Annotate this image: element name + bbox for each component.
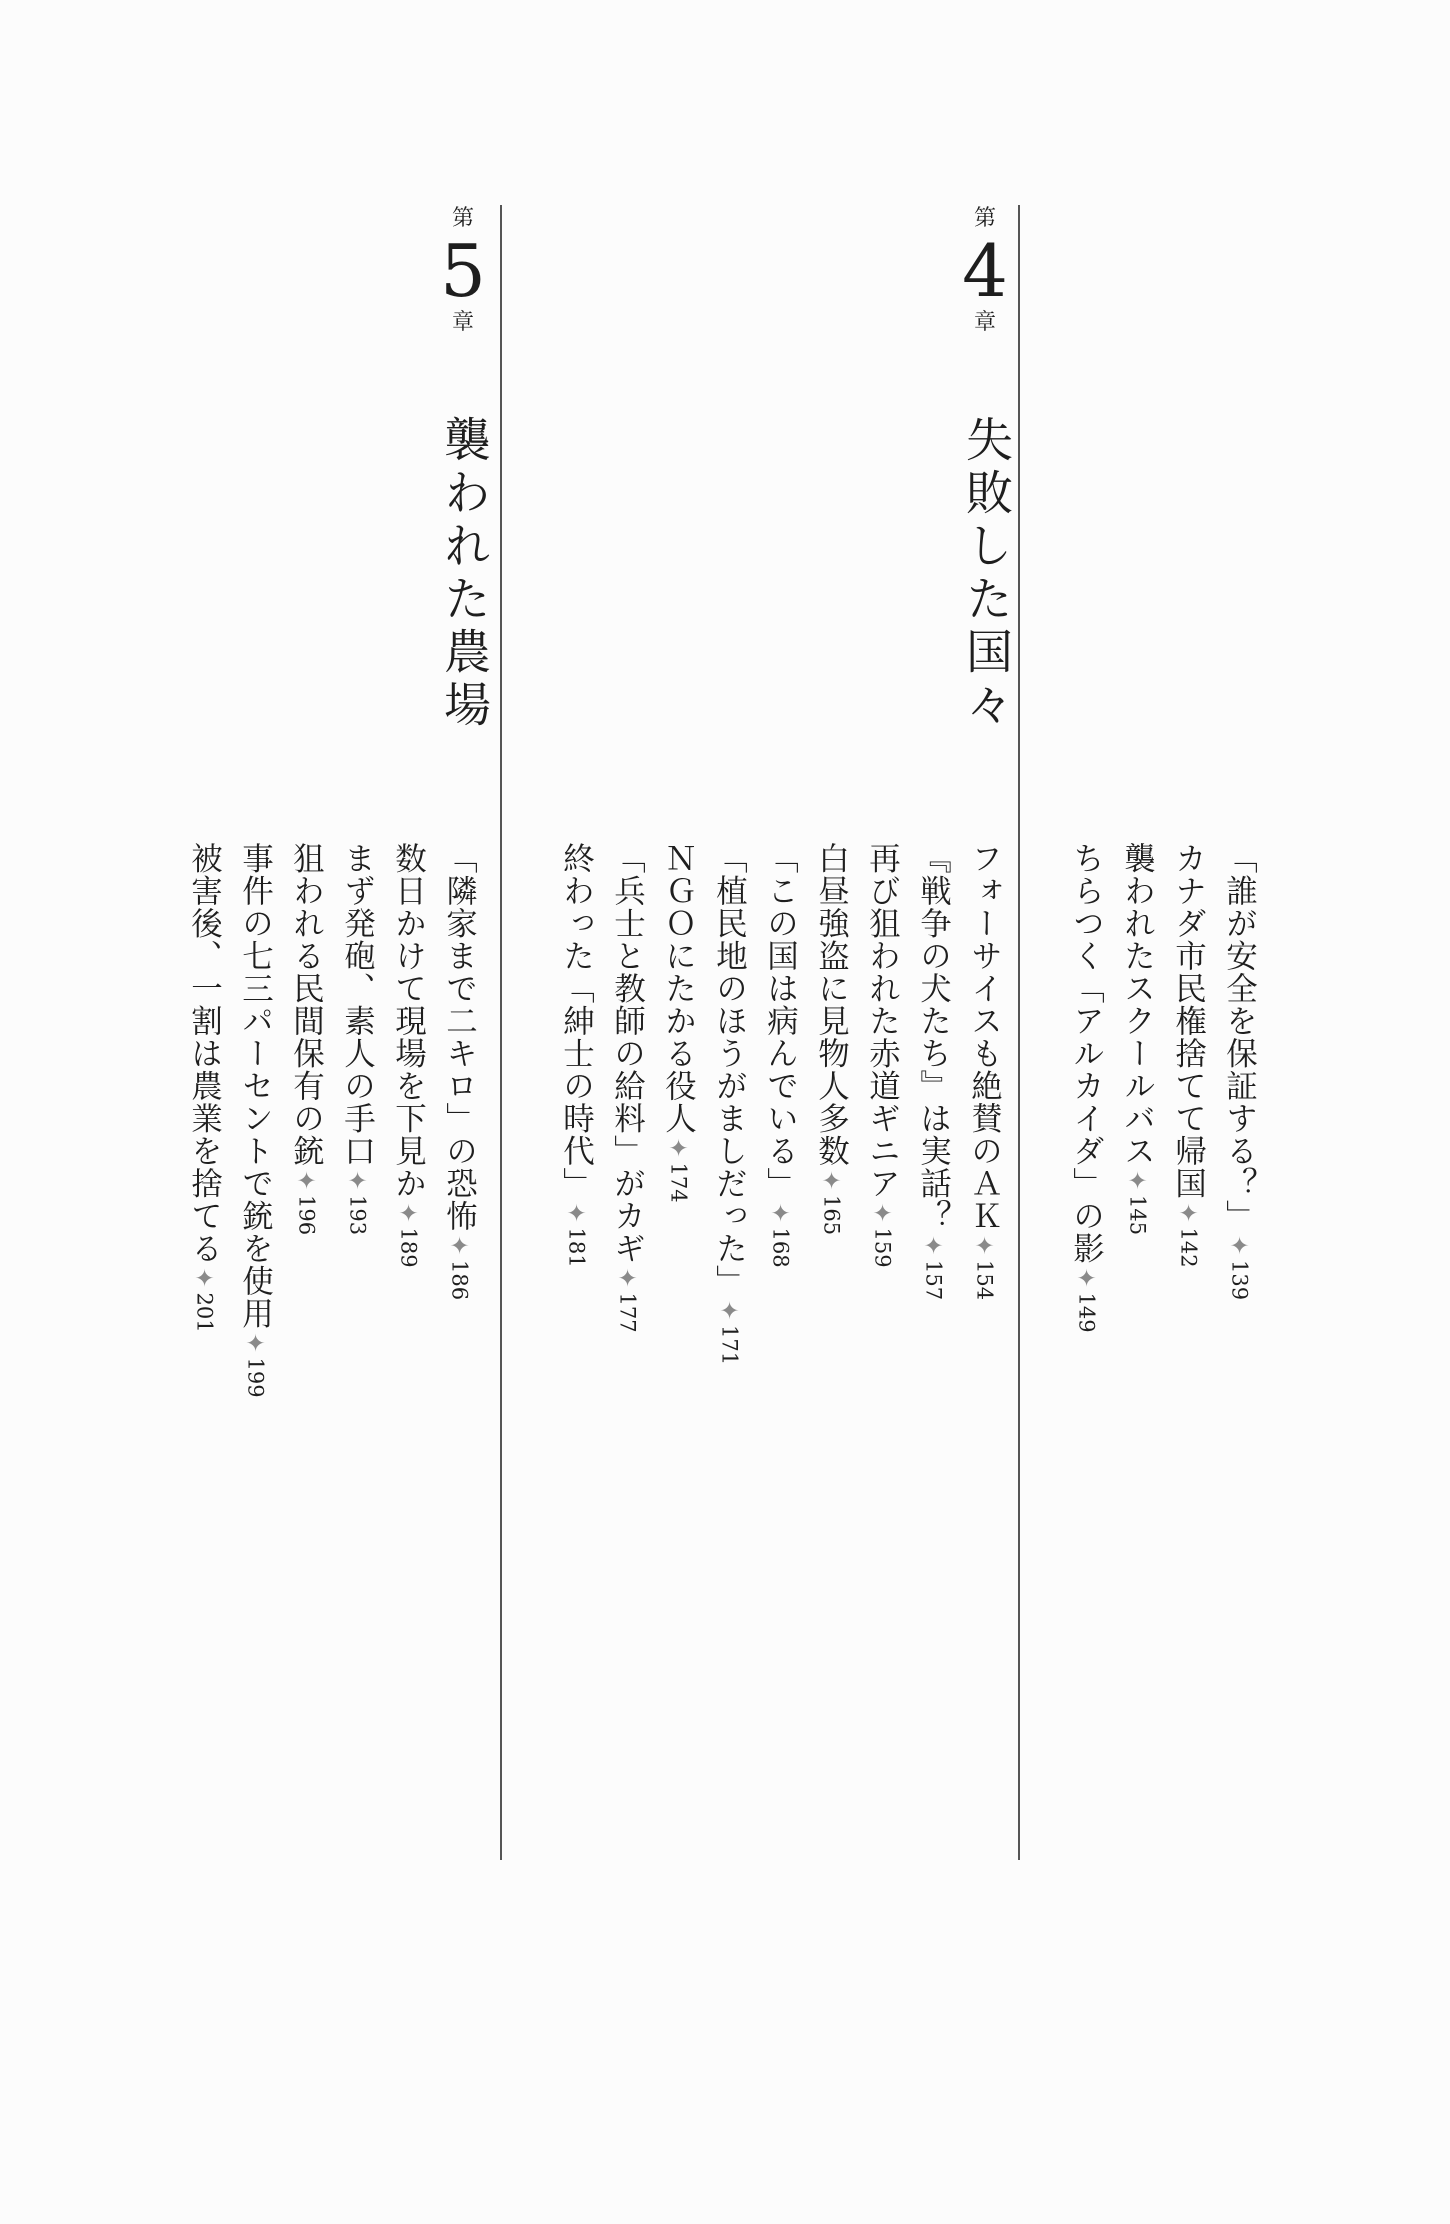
entry-title: 「誰が安全を保証する？」 — [1221, 842, 1258, 1232]
toc-entry[interactable] — [959, 842, 1010, 1365]
toc-entry[interactable] — [857, 842, 908, 1365]
entry-page: 199 — [243, 1357, 268, 1398]
toc-entry[interactable] — [806, 842, 857, 1365]
entry-title: 『戦争の犬たち』は実話？ — [915, 842, 952, 1232]
entry-page: 174 — [666, 1162, 691, 1203]
entry-title: 数日かけて現場を下見か — [390, 842, 427, 1200]
diamond-icon: ✦ — [919, 1232, 948, 1260]
toc-entry[interactable] — [1061, 842, 1112, 1365]
diamond-icon: ✦ — [817, 1167, 846, 1195]
chapter-4-number: 4 — [962, 229, 1008, 313]
diamond-icon: ✦ — [343, 1167, 372, 1195]
entry-page: 159 — [870, 1227, 895, 1268]
toc-entry[interactable] — [1163, 842, 1214, 1365]
chapter-4-title: 失敗した国々 — [958, 415, 1013, 733]
entry-page: 145 — [1125, 1195, 1150, 1236]
entry-page: 193 — [345, 1195, 370, 1236]
entry-page: 177 — [615, 1292, 640, 1333]
entry-title: 事件の七三パーセントで銃を使用 — [237, 842, 274, 1330]
entry-title: 終わった「紳士の時代」 — [558, 842, 595, 1200]
entry-page: 142 — [1176, 1227, 1201, 1268]
toc-entry[interactable] — [653, 842, 704, 1365]
toc-entry[interactable] — [551, 842, 602, 1365]
diamond-icon: ✦ — [715, 1297, 744, 1325]
entry-title: まず発砲、素人の手口 — [339, 842, 376, 1167]
toc-entry[interactable] — [704, 842, 755, 1365]
toc-spacer — [1010, 842, 1061, 1365]
diamond-icon: ✦ — [190, 1264, 219, 1293]
entry-title: カナダ市民権捨てて帰国 — [1170, 842, 1207, 1200]
entry-title: 襲われたスクールバス — [1119, 842, 1156, 1167]
entry-page: 186 — [447, 1260, 472, 1301]
diamond-icon: ✦ — [970, 1232, 999, 1260]
diamond-icon: ✦ — [241, 1329, 270, 1358]
entry-title: 白昼強盗に見物人多数 — [813, 842, 850, 1167]
diamond-icon: ✦ — [613, 1264, 642, 1293]
chapter-5-divider — [500, 205, 502, 1860]
toc-entry[interactable] — [383, 842, 434, 1398]
entry-page: 168 — [768, 1227, 793, 1268]
entry-page: 154 — [972, 1260, 997, 1301]
entry-title: 再び狙われた赤道ギニア — [864, 842, 901, 1200]
chapter-4-heading — [955, 205, 1015, 337]
entry-title: 「兵士と教師の給料」がカギ — [609, 842, 646, 1265]
entry-title: フォーサイスも絶賛のＡＫ — [966, 842, 1003, 1232]
chapter-4-label-bottom: 章 — [973, 310, 996, 335]
chapter-5-label-top: 第 — [451, 206, 474, 231]
entry-title: 「植民地のほうがましだった」 — [711, 842, 748, 1297]
toc-entry[interactable] — [281, 842, 332, 1398]
entry-page: 157 — [921, 1260, 946, 1301]
entry-page: 201 — [192, 1292, 217, 1333]
entry-title: ちらつく「アルカイダ」の影 — [1068, 842, 1105, 1265]
entry-page: 181 — [564, 1227, 589, 1268]
toc-entry[interactable] — [755, 842, 806, 1365]
chapter-4-label-top: 第 — [973, 206, 996, 231]
diamond-icon: ✦ — [394, 1199, 423, 1228]
entry-page: 196 — [294, 1195, 319, 1236]
entry-title: 「隣家まで二キロ」の恐怖 — [441, 842, 478, 1232]
diamond-icon: ✦ — [664, 1134, 693, 1163]
diamond-icon: ✦ — [1072, 1264, 1101, 1293]
chapter-4-entries — [530, 842, 1265, 1365]
toc-entry[interactable] — [908, 842, 959, 1365]
entry-title: 被害後、一割は農業を捨てる — [186, 842, 223, 1265]
chapter-5-number: 5 — [440, 229, 486, 313]
chapter-5-heading — [433, 205, 493, 337]
toc-entry[interactable] — [179, 842, 230, 1398]
entry-page: 149 — [1074, 1292, 1099, 1333]
entry-page: 171 — [717, 1325, 742, 1366]
toc-entry[interactable] — [332, 842, 383, 1398]
entry-page: 189 — [396, 1227, 421, 1268]
diamond-icon: ✦ — [562, 1199, 591, 1228]
entry-title: ＮＧＯにたかる役人 — [660, 842, 697, 1135]
diamond-icon: ✦ — [1174, 1199, 1203, 1228]
toc-entry[interactable] — [230, 842, 281, 1398]
diamond-icon: ✦ — [766, 1199, 795, 1228]
diamond-icon: ✦ — [292, 1167, 321, 1195]
toc-entry[interactable] — [1112, 842, 1163, 1365]
entry-page: 165 — [819, 1195, 844, 1236]
diamond-icon: ✦ — [868, 1199, 897, 1228]
diamond-icon: ✦ — [1123, 1167, 1152, 1195]
diamond-icon: ✦ — [1225, 1232, 1254, 1260]
chapter-5-entries — [179, 842, 485, 1398]
toc-entry[interactable] — [1214, 842, 1265, 1365]
chapter-5-label-bottom: 章 — [451, 310, 474, 335]
entry-page: 139 — [1227, 1260, 1252, 1301]
toc-entry[interactable] — [434, 842, 485, 1398]
chapter-5-title: 襲われた農場 — [436, 415, 491, 733]
toc-entry[interactable] — [602, 842, 653, 1365]
diamond-icon: ✦ — [445, 1232, 474, 1260]
entry-title: 狙われる民間保有の銃 — [288, 842, 325, 1167]
entry-title: 「この国は病んでいる」 — [762, 842, 799, 1200]
